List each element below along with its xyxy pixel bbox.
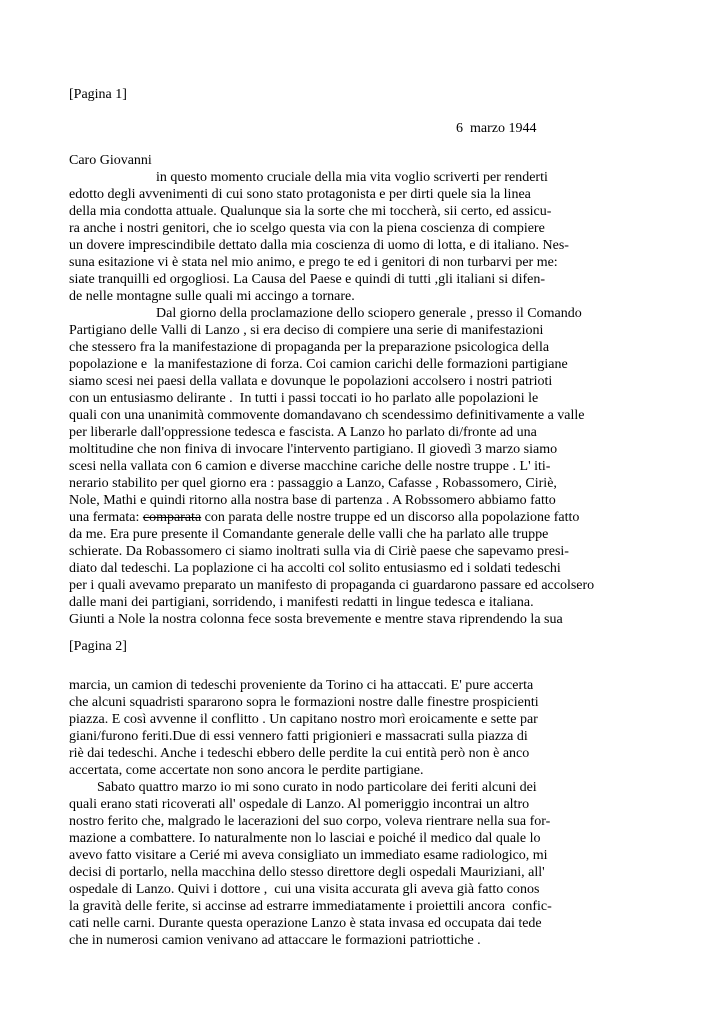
text-line: Partigiano delle Valli di Lanzo , si era deciso di compiere una serie di manifestazioni	[69, 323, 544, 338]
text-line: per liberarle dall'oppressione tedesca e fascista. A Lanzo ho parlato di/fronte ad una	[69, 425, 537, 440]
text-line: quali erano stati ricoverati all' ospedale di Lanzo. Al pomeriggio incontrai un altro	[69, 797, 530, 812]
text-line: scesi nella vallata con 6 camion e diverse macchine cariche delle nostre truppe . L' iti-	[69, 459, 551, 474]
text-line: che alcuni squadristi spararono sopra le formazioni nostre dalle finestre prospicienti	[69, 695, 539, 710]
text-line: moltitudine che non finiva di invocare l'intervento partigiano. Il giovedì 3 marzo siamo	[69, 442, 558, 457]
text-line: Giunti a Nole la nostra colonna fece sosta brevemente e mentre stava riprendendo la sua	[69, 612, 563, 627]
text-line: Sabato quattro marzo io mi sono curato in nodo particolare dei feriti alcuni dei	[97, 780, 537, 795]
text-line: in questo momento cruciale della mia vita voglio scriverti per renderti	[156, 170, 548, 185]
text-line: mazione a combattere. Io naturalmente non lo lasciai e poiché il medico dal quale lo	[69, 831, 541, 846]
text-line: diato dal tedeschi. La poplazione ci ha accolti col solito entusiasmo ed i soldati tedeschi	[69, 561, 561, 576]
text-line: la gravità delle ferite, si accinse ad estrarre immediatamente i proiettili ancora confic-	[69, 899, 552, 914]
struck-word: comparata	[142, 510, 202, 525]
text-line: con un entusiasmo delirante . In tutti i passi toccati io ho parlato alle popolazioni le	[69, 391, 539, 406]
text-line: nostro ferito che, malgrado le lacerazioni del suo corpo, voleva rientrare nella sua for-	[69, 814, 551, 829]
page-marker-2: [Pagina 2]	[69, 639, 127, 654]
text-line: un dovere imprescindibile dettato dalla mia coscienza di uomo di lotta, e di italiano. Nes-	[69, 238, 569, 253]
text-line: avevo fatto visitare a Cerié mi aveva consigliato un immediato esame radiologico, mi	[69, 848, 548, 863]
text-line: che in numerosi camion venivano ad attaccare le formazioni patriottiche .	[69, 933, 481, 948]
text-line: della mia condotta attuale. Qualunque sia la sorte che mi toccherà, sii certo, ed assicu-	[69, 204, 552, 219]
strike-line-before: una fermata:	[69, 510, 143, 525]
text-line: quali con una unanimità commovente domandavano ch scendessimo definitivamente a valle	[69, 408, 585, 423]
text-line: ospedale di Lanzo. Quivi i dottore , cui una visita accurata gli aveva già fatto conos	[69, 882, 540, 897]
text-line: siamo scesi nei paesi della vallata e dovunque le popolazioni accolsero i nostri patrioti	[69, 374, 553, 389]
letter-date: 6 marzo 1944	[456, 121, 537, 136]
text-line: accertata, come accertate non sono ancora le perdite partigiane.	[69, 763, 424, 778]
text-line: schierate. Da Robassomero ci siamo inoltrati sulla via di Ciriè paese che sapevamo presi-	[69, 544, 569, 559]
text-line: Dal giorno della proclamazione dello sciopero generale , presso il Comando	[156, 306, 582, 321]
strike-line-after: con parata delle nostre truppe ed un discorso alla popolazione fatto	[201, 510, 580, 525]
text-line: marcia, un camion di tedeschi proveniente da Torino ci ha attaccati. E' pure accerta	[69, 678, 534, 693]
text-line: dalle mani dei partigiani, sorridendo, i manifesti redatti in lingue tedesca e italiana.	[69, 595, 534, 610]
text-line: nerario stabilito per quel giorno era : passaggio a Lanzo, Cafasse , Robassomero, Ciriè,	[69, 476, 557, 491]
text-line: Nole, Mathi e quindi ritorno alla nostra base di partenza . A Robssomero abbiamo fatto	[69, 493, 556, 508]
text-line: riè dai tedeschi. Anche i tedeschi ebbero delle perdite la cui entità però non è anco	[69, 746, 530, 761]
text-line-with-strikethrough	[69, 509, 579, 527]
text-line: per i quali avevamo preparato un manifesto di propaganda ci guardarono passare ed accolsero	[69, 578, 595, 593]
salutation: Caro Giovanni	[69, 153, 152, 168]
text-line: che stessero fra la manifestazione di propaganda per la preparazione psicologica della	[69, 340, 550, 355]
page-marker-1: [Pagina 1]	[69, 87, 127, 102]
text-line: da me. Era pure presente il Comandante generale delle valli che ha parlato alle truppe	[69, 527, 549, 542]
text-line: popolazione e la manifestazione di forza. Coi camion carichi delle formazioni partigiane	[69, 357, 568, 372]
text-line: siate tranquilli ed orgogliosi. La Causa del Paese e quindi di tutti ,gli italiani si difen-	[69, 272, 546, 287]
text-line: edotto degli avvenimenti di cui sono stato protagonista e per dirti quele sia la linea	[69, 187, 531, 202]
text-line: giani/furono feriti.Due di essi vennero fatti prigionieri e massacrati sulla piazza di	[69, 729, 528, 744]
text-line: ra anche i nostri genitori, che io scelgo questa via con la piena coscienza di compiere	[69, 221, 545, 236]
text-line: decisi di portarlo, nella macchina dello stesso direttore degli ospedali Mauriziani, all'	[69, 865, 545, 880]
text-line: cati nelle carni. Durante questa operazione Lanzo è stata invasa ed occupata dai tede	[69, 916, 542, 931]
text-line: suna esitazione vi è stata nel mio animo, e prego te ed i genitori di non turbarvi per me:	[69, 255, 558, 270]
text-line: de nelle montagne sulle quali mi accingo a tornare.	[69, 289, 355, 304]
text-line: piazza. E così avvenne il conflitto . Un capitano nostro morì eroicamente e sette par	[69, 712, 538, 727]
